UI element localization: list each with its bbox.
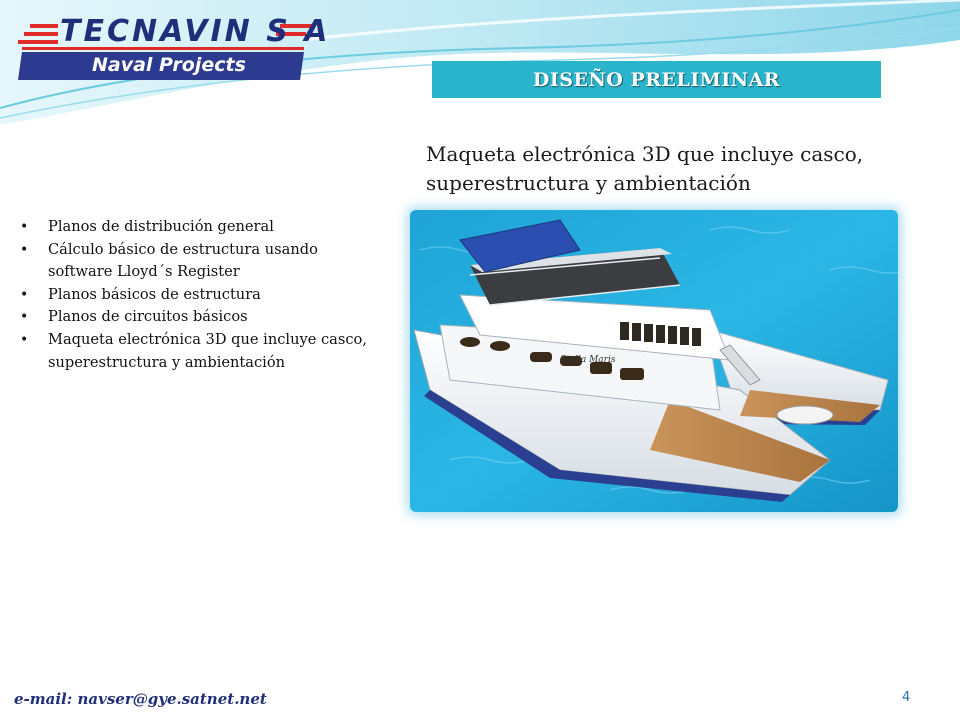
section-title: DISEÑO PRELIMINAR bbox=[532, 68, 781, 91]
logo-company-name: TECNAVIN S A bbox=[60, 14, 331, 49]
footer-email: e-mail: navser@gye.satnet.net bbox=[14, 690, 267, 708]
bullet-item: • Planos básicos de estructura bbox=[20, 284, 380, 307]
logo-tagline: Naval Projects bbox=[92, 54, 246, 76]
section-title-bar bbox=[432, 61, 881, 98]
bullet-list bbox=[20, 216, 380, 374]
logo-stripe bbox=[18, 40, 58, 44]
page-number: 4 bbox=[902, 690, 911, 705]
catamaran-illustration bbox=[410, 210, 898, 512]
image-caption: Maqueta electrónica 3D que incluye casco, superestructura y ambientación bbox=[426, 142, 864, 195]
bullet-item: • Cálculo básico de estructura usando software Lloyd´s Register bbox=[20, 239, 380, 284]
boat-render-image bbox=[410, 210, 898, 512]
bullet-item: • Planos de distribución general bbox=[20, 216, 380, 239]
company-logo bbox=[18, 14, 331, 84]
bullet-item: • Maqueta electrónica 3D que incluye casco, superestructura y ambientación bbox=[20, 329, 380, 374]
logo-stripe bbox=[30, 24, 58, 28]
boat-name-text: Stella Maris bbox=[560, 355, 616, 365]
bullet-item: • Planos de circuitos básicos bbox=[20, 306, 380, 329]
logo-stripe bbox=[24, 32, 58, 36]
